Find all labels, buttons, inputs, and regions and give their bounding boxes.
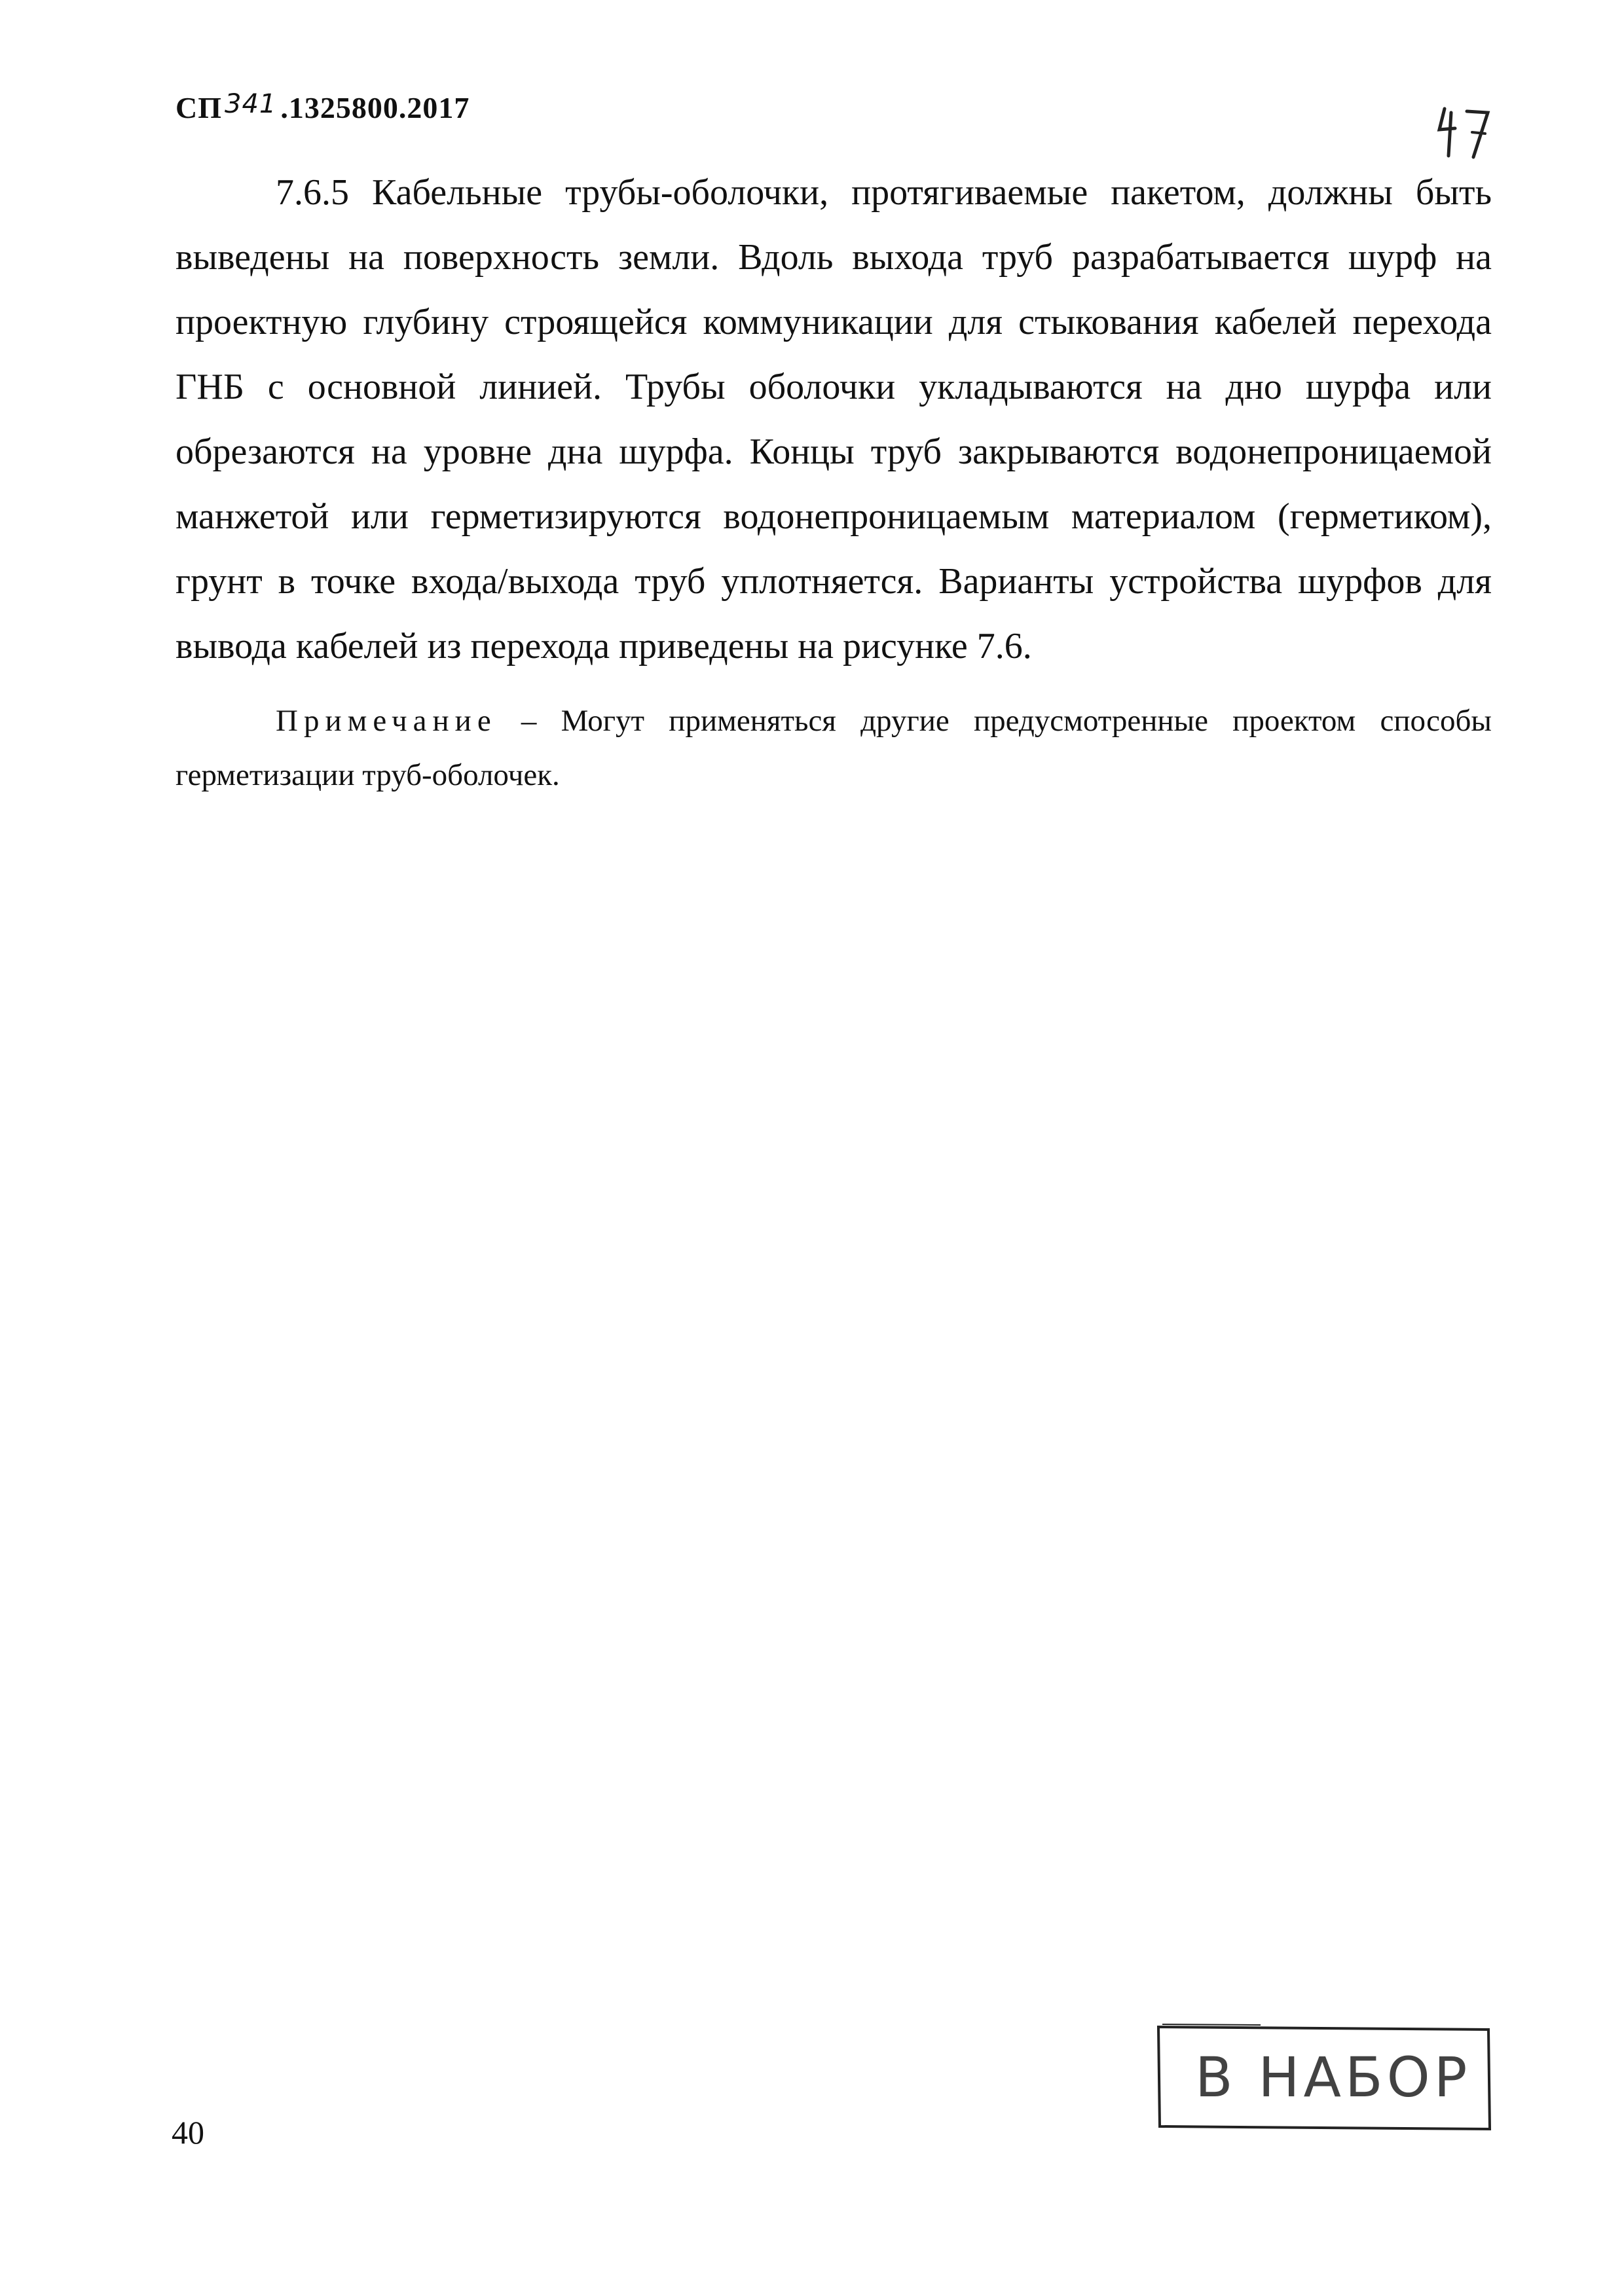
note-paragraph [175, 694, 1492, 803]
document-header [175, 90, 470, 125]
note-dash: – [496, 704, 561, 738]
standard-suffix: .1325800.2017 [280, 91, 470, 124]
clause-paragraph [175, 160, 1492, 679]
clause-text: Кабельные трубы-оболочки, протягиваемые пакетом, должны быть выведены на поверхность земли. Вдоль выхода труб разрабатывается шурф на проектную глубину строящейся коммуникации для стыкования кабелей перехода ГНБ с основной линией. Трубы оболочки укладываются на дно шурфа или обрезаются на уровне дна шурфа. Концы труб закрываются водонепроницаемой манжетой или герметизируются водонепроницаемым материалом (герметиком), грунт в точке входа/выхода труб уплотняется. Варианты устройства шурфов для вывода кабелей из перехода приведены на рисунке 7.6. [175, 172, 1492, 666]
clause-number: 7.6.5 [276, 172, 349, 213]
print-stamp [1156, 2023, 1493, 2134]
page-number: 40 [172, 2114, 204, 2151]
standard-prefix: СП [175, 91, 222, 124]
handwritten-standard-number: 341 [225, 89, 277, 119]
handwritten-mark-drawing [1433, 103, 1498, 162]
stamp-text: В НАБОР [1195, 2045, 1471, 2109]
note-label: Примечание [276, 704, 497, 738]
handwritten-page-mark [1433, 103, 1498, 162]
note-text: Могут применяться другие предусмотренные проектом способы герметизации труб-оболочек. [175, 704, 1492, 792]
